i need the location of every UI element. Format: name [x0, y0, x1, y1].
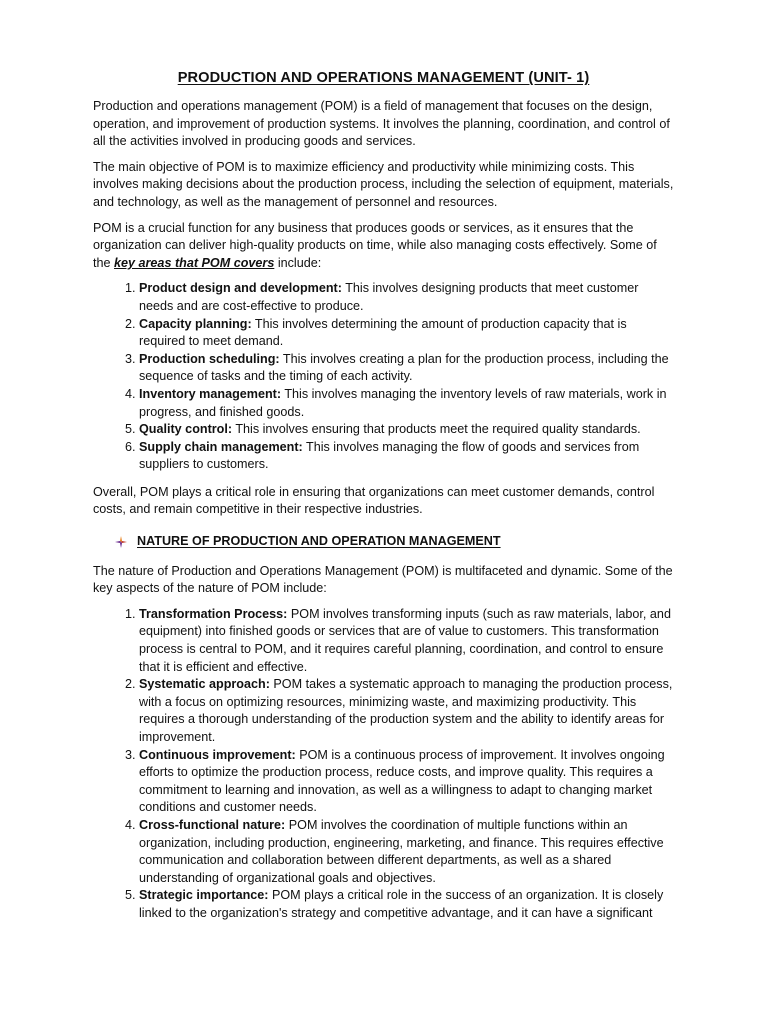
list-item-text: This involves designing products that meet customer needs and are cost-effective to produce. — [139, 281, 639, 313]
overall-paragraph: Overall, POM plays a critical role in ensuring that organizations can meet customer demands, control costs, and remain competitive in their respective industries. — [93, 484, 655, 517]
list-item-term: Product design and development: — [139, 281, 342, 296]
list-item — [139, 316, 674, 351]
intro-paragraph-1: Production and operations management (POM) is a field of management that focuses on the design, operation, and improvement of production systems. It involves the planning, coordination, and control of all the activities involved in producing goods and services. — [93, 99, 670, 149]
section-heading — [115, 533, 674, 551]
list-item-text: POM is a continuous process of improvement. It involves ongoing efforts to optimize the production process, reduce costs, and improve quality. This requires a commitment to learning and innovation, as well as a willingness to adapt to changing market conditions and customer needs. — [139, 747, 665, 815]
list-item-text: This involves managing the inventory levels of raw materials, work in progress, and finished goods. — [139, 386, 667, 419]
nature-list — [93, 606, 674, 923]
list-item-term: Capacity planning: — [139, 316, 252, 331]
list-item — [139, 421, 674, 439]
key-areas-list — [93, 280, 674, 474]
list-item — [139, 386, 674, 421]
list-item-text: POM plays a critical role in the success of an organization. It is closely linked to the organization's strategy and competitive advantage, and it can have a significant — [139, 888, 664, 920]
list-item — [139, 280, 674, 315]
document-title: PRODUCTION AND OPERATIONS MANAGEMENT (UNIT- 1) — [177, 70, 590, 86]
list-item-text: This involves managing the flow of goods and services from suppliers to customers. — [139, 439, 640, 472]
four-point-star-bullet-icon — [115, 536, 127, 548]
list-item — [139, 439, 674, 474]
list-item-term: Supply chain management: — [139, 439, 303, 454]
key-areas-tail: include: — [274, 255, 322, 270]
list-item — [139, 606, 674, 676]
list-item-text: This involves creating a plan for the production process, including the sequence of tasks and the timing of each activity. — [139, 351, 669, 384]
list-item — [139, 817, 674, 887]
list-item — [139, 676, 674, 746]
list-item-text: POM involves transforming inputs (such as raw materials, labor, and equipment) into finished goods or services that are of value to customers. This transformation process is central to POM, and it requires careful planning, coordination, and control to ensure that it is efficient and effective. — [139, 606, 671, 674]
list-item-text: This involves ensuring that products meet the required quality standards. — [232, 422, 641, 437]
list-item-term: Strategic importance: — [139, 888, 269, 903]
list-item-term: Quality control: — [139, 422, 233, 437]
section-heading-text: NATURE OF PRODUCTION AND OPERATION MANAGEMENT — [137, 534, 501, 549]
list-item-term: Cross-functional nature: — [139, 817, 286, 832]
key-areas-lead: POM is a crucial function for any business that produces goods or services, as it ensures that the organization can deliver high-quality products on time, while also managing costs effectively. Some of the — [93, 220, 657, 270]
nature-intro-paragraph: The nature of Production and Operations Management (POM) is multifaceted and dynamic. Some of the key aspects of the nature of POM include: — [93, 563, 673, 596]
list-item-text: POM takes a systematic approach to managing the production process, with a focus on optimizing resources, minimizing waste, and maximizing productivity. This requires a thorough understanding of the production system and the ability to identify areas for improvement. — [139, 677, 673, 744]
intro-paragraph-2: The main objective of POM is to maximize efficiency and productivity while minimizing costs. This involves making decisions about the production process, including the selection of equipment, materials, and technology, as well as the management of personnel and resources. — [93, 159, 674, 209]
list-item-text: POM involves the coordination of multiple functions within an organization, including production, engineering, marketing, and finance. This requires effective communication and collaboration between different departments, as well as a shared understanding of organizational goals and objectives. — [139, 817, 664, 885]
list-item — [139, 351, 674, 386]
list-item-term: Systematic approach: — [139, 677, 270, 692]
list-item-text: This involves determining the amount of production capacity that is required to meet demand. — [139, 316, 627, 349]
key-areas-emphasis: key areas that POM covers — [114, 255, 275, 270]
list-item-term: Transformation Process: — [139, 606, 288, 621]
list-item — [139, 747, 674, 817]
list-item-term: Inventory management: — [139, 386, 282, 401]
key-areas-paragraph — [93, 220, 674, 273]
list-item — [139, 887, 674, 922]
list-item-term: Continuous improvement: — [139, 747, 296, 762]
list-item-term: Production scheduling: — [139, 351, 280, 366]
